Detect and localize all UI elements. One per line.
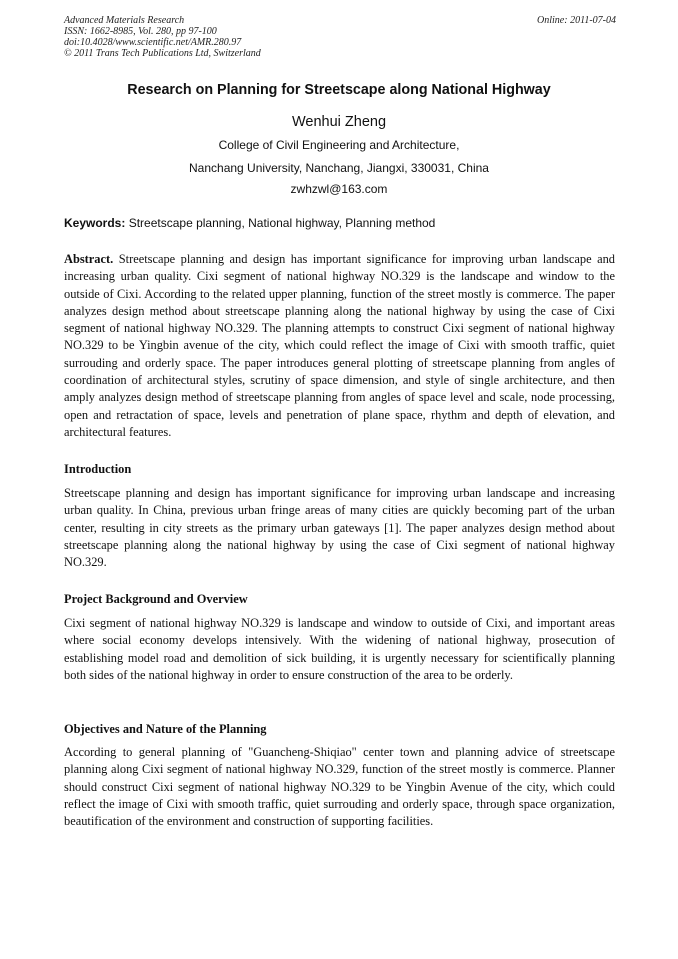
- doi-line: doi:10.4028/www.scientific.net/AMR.280.97: [64, 37, 242, 48]
- abstract: [64, 251, 615, 441]
- journal-header: [64, 15, 616, 59]
- keywords-text: Streetscape planning, National highway, Planning method: [128, 216, 436, 230]
- section-heading-background: Project Background and Overview: [64, 592, 248, 606]
- section-body-introduction: Streetscape planning and design has important significance for improving urban landscape and increasing urban quality. In China, previous urban fringe areas of many cities are quickly becoming part of the urban center, resulting in city streets as the primary urban gateways [1]. The paper analyzes design method about streetscape planning along the national highway by using the case of Cixi segment of national highway NO.329.: [64, 486, 615, 570]
- copyright-line: © 2011 Trans Tech Publications Ltd, Switzerland: [64, 48, 261, 59]
- online-date: Online: 2011-07-04: [537, 15, 616, 26]
- abstract-label: Abstract.: [64, 252, 114, 266]
- journal-name: Advanced Materials Research: [64, 15, 185, 26]
- section-body-background: Cixi segment of national highway NO.329 is landscape and window to outside of Cixi, and important areas where social economy develops intensively. With the widening of national highway, prosecution of establishing model road and demolition of sick building, it is urgently necessary for scientifically planning both sides of the national highway in order to ensure construction of the area to be orderly.: [64, 616, 615, 682]
- section-heading-introduction: Introduction: [64, 462, 132, 476]
- abstract-text: Streetscape planning and design has important significance for improving urban landscape and increasing urban quality. Cixi segment of national highway NO.329 is the landscape and window to the outside of Cixi. According to the related upper planning, function of the street mostly is commerce. The paper analyzes design method about streetscape planning along the national highway by using the case of Cixi segment of national highway NO.329. The planning attempts to construct Cixi segment of national highway NO.329 to be Yingbin avenue of the city, which could reflect the image of Cixi with smooth traffic, quiet surrouding and orderly space. The paper introduces general plotting of streetscape planning from angles of coordination of architectural styles, scrutiny of space dimension, and style of single architecture, and then amply analyzes design method of streetscape planning from angles of space level and scale, node processing, open and retractation of space, levels and penetration of plane space, rhythm and depth of elevation, and architectural features.: [64, 252, 615, 439]
- section-body-objectives: According to general planning of "Guancheng-Shiqiao" center town and planning advice of streetscape planning along Cixi segment of national highway NO.329, function of the street mostly is commerce. Planner should construct Cixi segment of national highway NO.329 to be Yingbin Avenue of the city, which could reflect the image of Cixi with smooth traffic, quiet surrouding and orderly space, through space organization, beautification of the environment and construction of supporting facilities.: [64, 745, 615, 829]
- keywords-label: Keywords:: [64, 216, 126, 230]
- author-email: zwhzwl@163.com: [290, 182, 388, 196]
- affiliation-line-2: Nanchang University, Nanchang, Jiangxi, 330031, China: [189, 161, 489, 175]
- paper-title: Research on Planning for Streetscape along National Highway: [127, 82, 551, 98]
- affiliation-line-1: College of Civil Engineering and Architecture,: [218, 138, 460, 152]
- issn-line: ISSN: 1662-8985, Vol. 280, pp 97-100: [64, 26, 217, 37]
- section-heading-objectives: Objectives and Nature of the Planning: [64, 722, 267, 736]
- keywords: [64, 216, 435, 230]
- author-name: Wenhui Zheng: [291, 114, 387, 130]
